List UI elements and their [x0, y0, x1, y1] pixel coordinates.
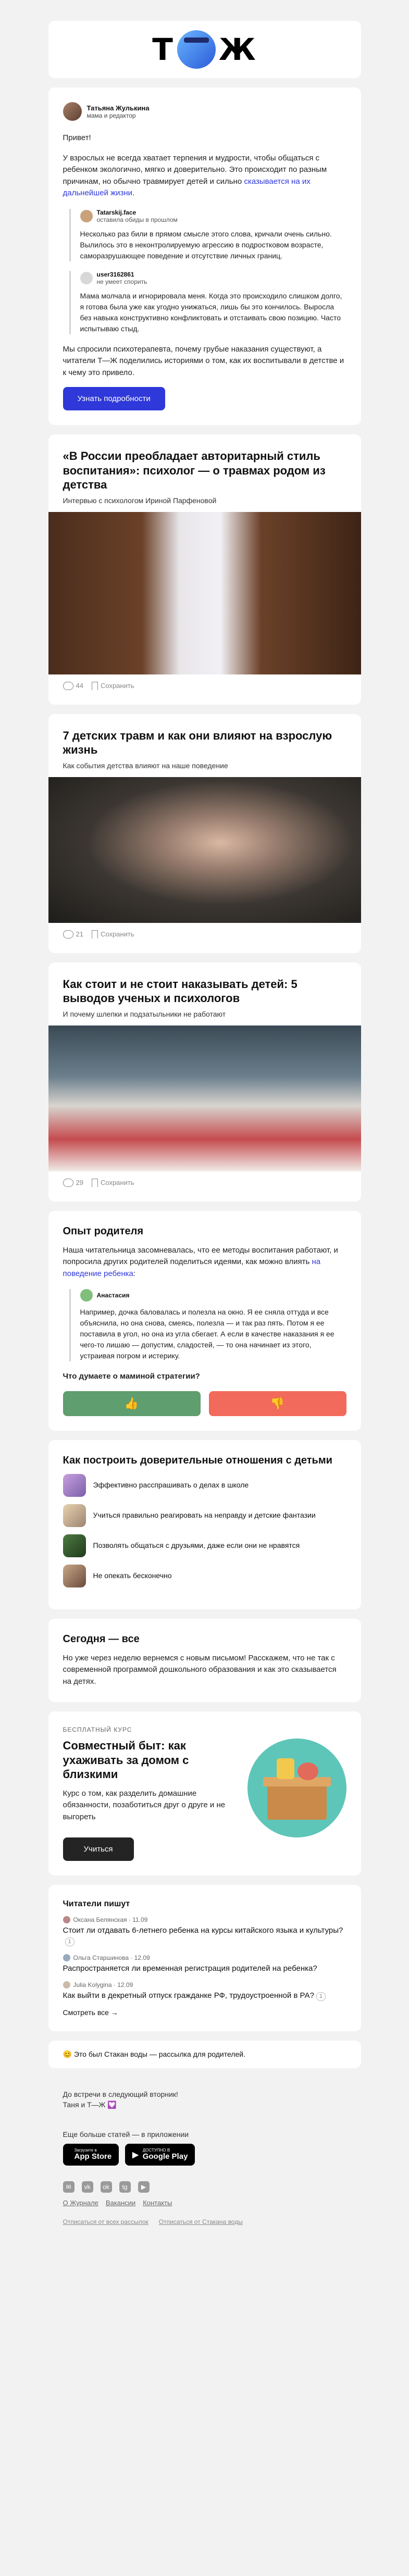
vk-icon[interactable]: vk: [82, 2181, 93, 2193]
intro-closing: Мы спросили психотерапевта, почему грубые наказания существуют, а читатели Т—Ж поделились историями о том, как их воспитывали в детстве и к чему это привело.: [63, 344, 344, 377]
course-text: Курс о том, как разделить домашние обязанности, позаботиться друг о друге и не выгореть: [63, 1789, 226, 1821]
author: [63, 102, 346, 121]
tips-card: [48, 1440, 361, 1609]
experience-text: Наша читательница засомневалась, что ее методы воспитания работают, и попросила других родителей поделиться идеями, как можно влиять на поведение ребенка:: [63, 1245, 338, 1278]
vote-up-button[interactable]: 👍: [63, 1391, 201, 1416]
unsubscribe-links: [63, 2218, 346, 2225]
today-text: Но уже через неделю вернемся с новым письмом! Расскажем, что не так с современной программой дошкольного образования и как это сказывается на детях.: [63, 1653, 337, 1686]
comment-icon: [63, 1179, 73, 1187]
mail-icon[interactable]: ✉: [63, 2181, 75, 2193]
quote-text: Мама молчала и игнорировала меня. Когда это происходило слишком долго, я готова была уже как угодно унижаться, лишь бы это кончилось. Выросла без навыка конструктивно конфликтовать и отстаивать свою позицию. Часто испытываю стыд.: [80, 291, 342, 333]
course-tag: БЕСПЛАТНЫЙ КУРС: [63, 1726, 132, 1733]
app-store-button[interactable]: Загрузите в App Store: [63, 2144, 119, 2166]
experience-card: [48, 1211, 361, 1431]
avatar: [63, 102, 82, 121]
comment-icon: [63, 682, 73, 690]
signoff-signature: Таня и Т—Ж 💟: [63, 2100, 117, 2109]
tip-image: [63, 1474, 86, 1497]
readers-card: [48, 1885, 361, 2031]
article-meta: [63, 1179, 346, 1187]
course-illustration: [247, 1739, 346, 1837]
quote-author-note: оставила обиды в прошлом: [96, 216, 178, 223]
poll-question: Что думаете о маминой стратегии?: [63, 1372, 200, 1381]
article-title[interactable]: «В России преобладает авторитарный стиль воспитания»: психолог — о травмах родом из детства: [63, 449, 326, 491]
contacts-link[interactable]: Контакты: [143, 2199, 172, 2207]
behavior-link[interactable]: на поведение ребенка: [63, 1257, 321, 1278]
learn-more-button[interactable]: Узнать подробности: [63, 387, 165, 410]
reader-quote: [69, 271, 346, 334]
comment-icon: [63, 930, 73, 939]
today-title: Сегодня — все: [63, 1633, 140, 1645]
telegram-icon[interactable]: tg: [119, 2181, 131, 2193]
avatar: [63, 1954, 70, 1961]
article-title[interactable]: 7 детских травм и как они влияют на взрослую жизнь: [63, 729, 332, 756]
avatar: [63, 1916, 70, 1923]
social-links: [63, 2181, 346, 2193]
avatar: [80, 1289, 93, 1302]
bookmark-icon: [92, 1179, 98, 1187]
list-item[interactable]: Эффективно расспрашивать о делах в школе: [63, 1474, 346, 1497]
article-subtitle: Как события детства влияют на наше поведение: [63, 761, 228, 770]
bookmark-icon: [92, 930, 98, 939]
tip-image: [63, 1504, 86, 1527]
jobs-link[interactable]: Вакансии: [105, 2199, 136, 2207]
tip-image: [63, 1534, 86, 1557]
app-promo-text: Еще больше статей — в приложении: [63, 2130, 189, 2139]
about-link[interactable]: О Журнале: [63, 2199, 98, 2207]
play-icon: ▶: [132, 2150, 139, 2159]
youtube-icon[interactable]: ▶: [138, 2181, 150, 2193]
unsubscribe-one-link[interactable]: Отписаться от Стакана воды: [158, 2218, 243, 2225]
today-card: [48, 1619, 361, 1703]
footer-links: [63, 2199, 346, 2207]
google-play-button[interactable]: ▶ ДОСТУПНО В Google Play: [125, 2144, 195, 2166]
article-meta: [63, 930, 346, 939]
signoff-line: До встречи в следующий вторник!: [63, 2090, 178, 2098]
readers-title: Читатели пишут: [63, 1899, 130, 1908]
list-item[interactable]: Учиться правильно реагировать на неправду и детские фантазии: [63, 1504, 346, 1527]
article-subtitle: И почему шлепки и подзатыльники не работают: [63, 1009, 226, 1018]
header-logo-card: [48, 21, 361, 78]
footer: [48, 2078, 361, 2238]
quote-text: Например, дочка баловалась и полезла на окно. Я ее сняла оттуда и все объяснила, но она снова, смеясь, полезла — и так раз пять. Потом я ее поставила в угол, но она из угла сбегает. А если в качестве наказания я ее чего-то лишаю — допустим, сладостей, — то она начинает из этого, устраивая погром и истерику.: [80, 1308, 334, 1360]
list-item[interactable]: Не опекать бесконечно: [63, 1565, 346, 1587]
article-image[interactable]: [48, 1026, 361, 1171]
avatar: [80, 210, 93, 222]
article-title[interactable]: Как стоит и не стоит наказывать детей: 5 выводов ученых и психологов: [63, 977, 298, 1005]
article-subtitle: Интервью с психологом Ириной Парфеновой: [63, 496, 217, 505]
intro-text: У взрослых не всегда хватает терпения и мудрости, чтобы общаться с ребенком экологично, мягко и доверительно. Это происходит по разным причинам, но обычно травмирует детей и сильно сказывается на их дальнейшей жизни.: [63, 153, 327, 197]
intro-link[interactable]: сказывается на их дальнейшей жизни: [63, 177, 311, 197]
greeting: Привет!: [63, 133, 91, 142]
list-item[interactable]: Julia Kolygina · 12.09 Как выйти в декретный отпуск гражданке РФ, трудоустроенной в РА? 1: [63, 1981, 346, 2001]
see-all-link[interactable]: Смотреть все →: [63, 2008, 118, 2017]
comments-link[interactable]: 29: [63, 1179, 83, 1187]
article-image[interactable]: [48, 777, 361, 923]
list-item[interactable]: Позволять общаться с друзьями, даже если они не нравятся: [63, 1534, 346, 1557]
logo-ball-icon: [177, 30, 216, 69]
list-item[interactable]: Ольга Старшинова · 12.09 Распространяется ли временная регистрация родителей на ребенка?: [63, 1954, 317, 1973]
intro-card: [48, 87, 361, 425]
avatar: [63, 1981, 70, 1989]
article-meta: [63, 682, 346, 690]
article-card[interactable]: [48, 962, 361, 1202]
avatar: [80, 272, 93, 284]
comments-link[interactable]: 44: [63, 682, 83, 690]
list-item[interactable]: Оксана Белянская · 11.09 Стоит ли отдавать 6-летнего ребенка на курсы китайского языка и культуры?1: [63, 1916, 346, 1947]
article-card[interactable]: [48, 714, 361, 953]
author-role: мама и редактор: [86, 111, 136, 119]
course-title[interactable]: Совместный быт: как ухаживать за домом с близкими: [63, 1739, 189, 1781]
quote-author: Tatarskij.face: [96, 208, 137, 216]
bookmark-icon: [92, 682, 98, 690]
smile-icon: 😊: [63, 2050, 72, 2058]
unsubscribe-all-link[interactable]: Отписаться от всех рассылок: [63, 2218, 148, 2225]
tj-logo[interactable]: [152, 30, 257, 69]
tips-title: Как построить доверительные отношения с детьми: [63, 1454, 332, 1466]
comment-count-badge: 1: [65, 1937, 75, 1946]
quote-text: Несколько раз били в прямом смысле этого слова, кричали очень сильно. Вылилось это в неконтролируемую агрессию в подростковом возрасте, саморазрушающее поведение и отсутствие личных границ.: [80, 229, 332, 260]
article-image[interactable]: [48, 512, 361, 674]
poll-buttons: [63, 1391, 346, 1416]
experience-title: Опыт родителя: [63, 1225, 144, 1237]
ok-icon[interactable]: ok: [101, 2181, 112, 2193]
stakan-card: [48, 2041, 361, 2068]
save-link[interactable]: Сохранить: [92, 682, 134, 690]
stakan-text: Это был Стакан воды — рассылка для родителей.: [73, 2050, 245, 2058]
reader-quote: [69, 209, 346, 261]
comment-count-badge: 1: [316, 1992, 326, 2001]
comments-link[interactable]: 21: [63, 930, 83, 939]
tips-list: [63, 1474, 346, 1587]
quote-author: user3162861: [96, 270, 134, 278]
quote-author: Анастасия: [96, 1292, 130, 1299]
reader-quote: [69, 1289, 346, 1361]
save-link[interactable]: Сохранить: [92, 930, 134, 939]
course-card: [48, 1711, 361, 1875]
tip-image: [63, 1565, 86, 1587]
quote-author-note: не умеет спорить: [96, 278, 147, 285]
study-button[interactable]: Учиться: [63, 1837, 134, 1861]
logo-letter-left: Т: [152, 32, 174, 67]
vote-down-button[interactable]: 👎: [209, 1391, 346, 1416]
author-name: Татьяна Жулькина: [86, 104, 150, 112]
logo-letter-right: Ж: [218, 32, 257, 67]
save-link[interactable]: Сохранить: [92, 1179, 134, 1187]
article-card[interactable]: [48, 434, 361, 705]
